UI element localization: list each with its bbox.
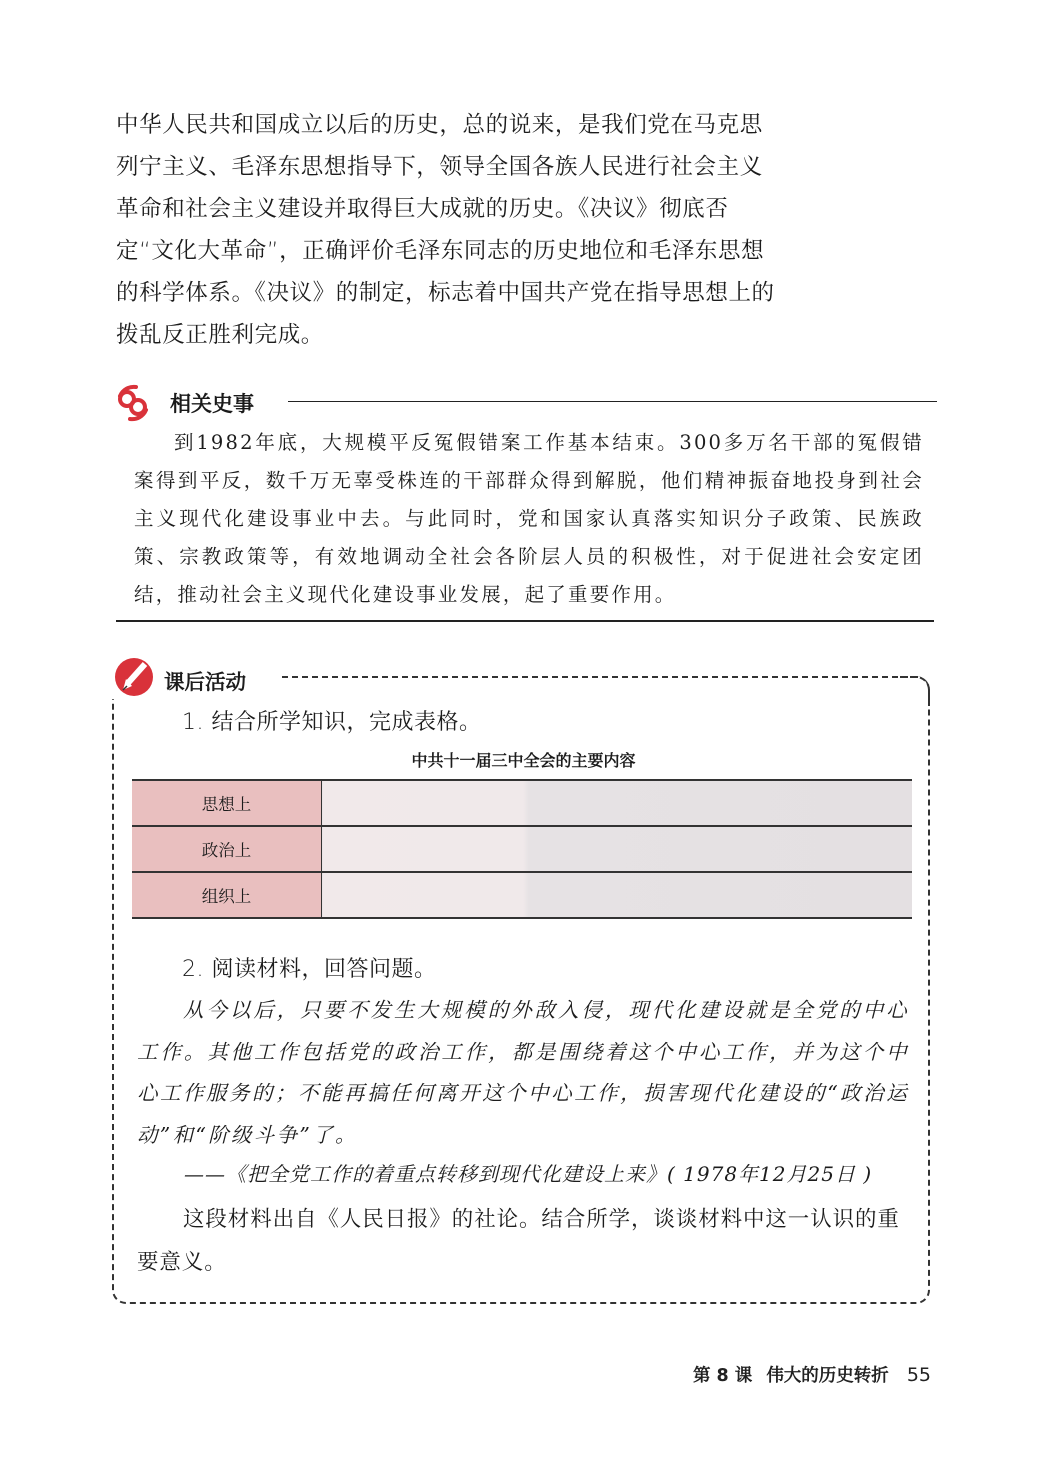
question-2: 2. 阅读材料，回答问题。 <box>182 957 437 982</box>
page-footer <box>679 1362 931 1387</box>
activity-header <box>112 655 282 699</box>
page-number: 55 <box>906 1364 931 1386</box>
section-bottom-divider <box>116 620 934 622</box>
table-row <box>132 780 912 826</box>
table-caption: 中共十一届三中全会的主要内容 <box>411 751 636 770</box>
reading-material <box>137 990 909 1156</box>
row-label: 思想上 <box>132 780 322 826</box>
section-divider <box>288 401 937 402</box>
discussion-question <box>137 1198 909 1284</box>
activity-title: 课后活动 <box>164 670 246 694</box>
related-history-text: 到1982年底，大规模平反冤假错案工作基本结束。300多万名干部的冤假错案得到平反，数千万无辜受株连的干部群众得到解脱，他们精神振奋地投身到社会主义现代化建设事业中去。与此同时，党和国家认真落实知识分子政策、民族政策、宗教政策等，有效地调动全社会各阶层人员的积极性，对于促进社会安定团结，推动社会主义现代化建设事业发展，起了重要作用。 <box>134 431 924 606</box>
plenum-content-table <box>132 779 912 919</box>
activity-box-corner <box>900 676 930 706</box>
pencil-icon <box>112 655 156 699</box>
answer-cell[interactable] <box>322 780 913 826</box>
lesson-number: 第 8 课 <box>692 1366 753 1386</box>
related-history-body <box>134 424 924 614</box>
question-1: 1. 结合所学知识，完成表格。 <box>182 710 482 735</box>
table-row <box>132 872 912 918</box>
answer-cell[interactable] <box>322 872 913 918</box>
answer-cell[interactable] <box>322 826 913 872</box>
question-text: 这段材料出自《人民日报》的社论。结合所学，谈谈材料中这一认识的重要意义。 <box>137 1207 900 1275</box>
row-label: 组织上 <box>132 872 322 918</box>
intro-paragraph <box>116 104 776 356</box>
material-text: 从今以后，只要不发生大规模的外敌入侵，现代化建设就是全党的中心工作。其他工作包括党的政治工作，都是围绕着这个中心工作，并为这个中心工作服务的；不能再搞任何离开这个中心工作，损害现代化建设的“政治运动”和“阶级斗争”了。 <box>137 998 909 1147</box>
intro-text: 中华人民共和国成立以后的历史，总的说来，是我们党在马克思列宁主义、毛泽东思想指导下，领导全国各族人民进行社会主义革命和社会主义建设并取得巨大成就的历史。《决议》彻底否定“文化大革命”，正确评价毛泽东同志的历史地位和毛泽东思想的科学体系。《决议》的制定，标志着中国共产党在指导思想上的拨乱反正胜利完成。 <box>116 112 775 348</box>
material-source: ——《把全党工作的着重点转移到现代化建设上来》( 1978年12月25日 ) <box>184 1162 873 1186</box>
row-label: 政治上 <box>132 826 322 872</box>
related-history-header <box>112 382 937 422</box>
related-history-icon <box>112 382 154 424</box>
table-row <box>132 826 912 872</box>
lesson-title: 伟大的历史转折 <box>766 1366 889 1386</box>
related-history-title: 相关史事 <box>170 392 254 416</box>
activity-box-top-border <box>272 676 918 678</box>
